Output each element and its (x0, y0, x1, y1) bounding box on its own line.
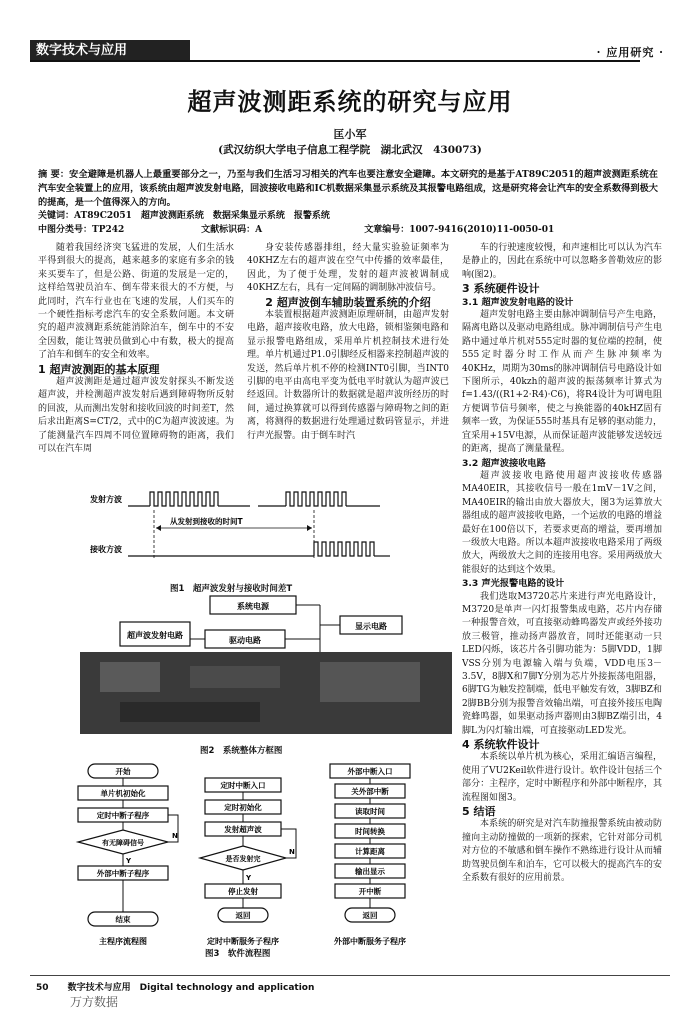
fig1-tx-pulse-burst-2 (286, 492, 346, 506)
section-4-heading: 4 系统软件设计 (462, 738, 540, 752)
fig3-main-y-label: Y (126, 857, 132, 865)
fig3-timer-send-label: 发射超声波 (224, 825, 262, 834)
fig3-timer-y-label: Y (246, 874, 252, 882)
fig3-timer-return-label: 返回 (235, 911, 251, 920)
column-1 (38, 242, 234, 457)
fig3-main-timer-label: 定时中断子程序 (96, 811, 150, 820)
fig3-main-decision-label: 有无障碍信号 (102, 839, 144, 847)
fig3-main-n-label: N (172, 832, 178, 840)
section-2-heading: 2 超声波倒车辅助装置系统的介绍 (265, 295, 431, 309)
fig3-timer-stop-label: 停止发射 (228, 887, 258, 896)
figure-1-caption: 图1 超声波发射与接收时间差T (170, 584, 293, 594)
clc-number: 中图分类号：TP242 (38, 225, 125, 235)
section-2-text: 本装置根据超声波测距原理研制，由超声发射电路，超声接收电路，放大电路，锁相鉴频电路和显示报警电路组成，采用单片机控制技术进行处理。单片机通过P1.0引脚经反相器来控制超声波的发送，然后单片机不停的检测INT0引脚，当INT0引脚的电平由高电平变为低电平时就认为超声波已经返回。计数器所计的数据就是超声波所经历的时间，通过换算就可以得到传感器与障碍物之间的距离，将测得的数据进行处理通过数码管显示，并进行声光报警。由于倒车时汽 (247, 310, 449, 441)
figure-2-block-diagram (80, 590, 452, 740)
fig3-ext-return-label: 返回 (362, 911, 378, 920)
section-3-2-heading: 3.2 超声波接收电路 (462, 457, 546, 469)
fig2-box-power-label: 系统电源 (237, 602, 269, 611)
footer-rule (30, 975, 670, 976)
column-2-continued: 身安装传感器排组，经大量实验验证频率为40KHZ左右的超声波在空气中传播的效率最佳，因此，为了便于处理，发射的超声波被调制成40KHZ左右，具有一定间隔的调制脉冲波信号。 (247, 243, 449, 294)
fig2-box-display-label: 显示电路 (355, 622, 387, 631)
fig3-main-start-label: 开始 (115, 767, 131, 776)
fig3-timer-entry-label: 定时中断入口 (220, 781, 266, 790)
fig1-rx-label: 接收方波 (90, 545, 122, 554)
fig2-box-drive-label: 驱动电路 (229, 636, 261, 645)
figure-3-flowcharts (60, 762, 460, 962)
fig3-main-flow (78, 764, 178, 946)
fig3-main-ext-label: 外部中断子程序 (96, 869, 150, 878)
fig3-main-init-label: 单片机初始化 (100, 789, 146, 798)
keywords: 关键词：AT89C2051 超声波测距系统 数据采集显示系统 报警系统 (38, 211, 330, 221)
section-5-heading: 5 结语 (462, 805, 496, 819)
doc-code: 文献标识码：A (201, 225, 263, 235)
fig3-ext-show-label: 输出显示 (355, 867, 385, 876)
affiliation: (武汉纺织大学电子信息工程学院 湖北武汉 430073) (218, 144, 482, 156)
author: 匡小军 (333, 128, 367, 141)
fig3-ext-read-label: 读取时间 (355, 807, 385, 816)
figure-2-caption: 图2 系统整体方框图 (200, 746, 283, 756)
fig3-ext-title: 外部中断服务子程序 (334, 937, 406, 946)
intro-paragraph: 随着我国经济突飞猛进的发展，人们生活水平得到很大的提高，越来越多的家庭有多余的钱来买要车了，但是公路、街道的发展是一定的，这样给驾驶员泊车、倒车带来很大的不方便，与此同时，汽车行业也在飞速的发展，人们买车的一个硬性指标考虑汽车的安全系数问题。本文研究的超声波测距系统能消除泊车，倒车中的不安全因数，能让驾驶员做到心中有数，极大的提高了泊车和倒车的安全和效率。 (38, 243, 234, 361)
column-2 (247, 242, 449, 443)
section-5-text: 本系统的研究是对汽车防撞报警系统由被动防撞向主动防撞做的一项新的探索，它针对部分司机对方位的不敏感和倒车操作不熟练进行设计从而辅助驾驶员倒车和泊车，它可以极大的提高汽车的安全系数有很好的应用前景。 (462, 819, 662, 884)
fig3-ext-close-label: 关外部中断 (351, 787, 389, 796)
section-4-text: 本系统以单片机为核心，采用汇编语言编程，使用了VU2Keil软件进行设计。软件设计包括三个部分：主程序，定时中断程序和外部中断程序，其流程图如图3。 (462, 752, 662, 803)
section-tag: 数字技术与应用 (30, 40, 190, 62)
fig2-board-component-4 (120, 702, 260, 722)
figure-3-caption: 图3 软件流程图 (205, 949, 271, 959)
figure-1-timing-diagram (90, 480, 450, 580)
fig2-board-component-2 (190, 666, 280, 688)
fig3-timer-decision-label: 是否发射完 (225, 855, 261, 863)
fig3-ext-flow (330, 764, 410, 946)
fig2-box-tx-label: 超声波发射电路 (127, 631, 183, 640)
section-1-heading: 1 超声波测距的基本原理 (38, 362, 160, 376)
section-3-1-heading: 3.1 超声波发射电路的设计 (462, 296, 574, 308)
fig3-timer-title: 定时中断服务子程序 (207, 937, 279, 946)
fig2-board-component-1 (100, 662, 160, 692)
page-number: 50 (36, 983, 49, 993)
fig3-timer-n-label: N (289, 848, 295, 856)
fig2-board-component-3 (320, 662, 420, 702)
article-title: 超声波测距系统的研究与应用 (187, 87, 513, 116)
section-3-3-text: 我们选取M3720芯片来进行声光电路设计，M3720是单声一闪灯报警集成电路，芯片内存储一种报警音效，可直接驱动蜂鸣器发声或经外接功放三极管，推动扬声器放音，同时还能驱动一只LED闪烁，该芯片各引脚功能为：5脚VDD，1脚VSS分别为电源输入端与负端，VDD电压3－3.5V，8脚X和7脚Y分别为芯片外接振荡电阻器，6脚TG为触发控制端，低电平触发有效，3脚BZ和2脚BB分别为报警音效输出端，可直接外接压电陶瓷蜂鸣器，如果驱动扬声器则由3脚BZ端引出，4脚L为闪灯输出端，可直接驱动LED发光。 (462, 591, 662, 736)
fig3-ext-convert-label: 时间转换 (355, 827, 385, 836)
fig3-timer-flow (200, 778, 296, 946)
watermark: 万方数据 (70, 995, 119, 1009)
fig3-ext-calc-label: 计算距离 (355, 847, 385, 856)
section-1-text: 超声波测距是通过超声波发射探头不断发送超声波，并检测超声波发射后遇到障碍物所反射的回波，从而测出发射和接收回波的时间差T，然后求出距离S=CT/2，式中的C为超声波波速。为了能测量汽车四周不同位置障碍物的距离，我们可以在汽车周 (38, 377, 234, 455)
column-3-continued: 车的行驶速度较慢，和声速相比可以认为汽车是静止的，因此在系统中可以忽略多普勒效应的影响(图2)。 (462, 243, 662, 280)
section-3-heading: 3 系统硬件设计 (462, 282, 540, 296)
section-3-1-text: 超声发射电路主要由脉冲调制信号产生电路，隔离电路以及驱动电路组成。脉冲调制信号产生电路中通过单片机对555定时器的复位端的控制，使555定时器分时工作从而产生脉冲频率为40KHz，周期为30ms的脉冲调制信号电路设计如下图所示，40kzh的超声波的振荡频率计算式为f=1.43/((R1+2·R4)·C6)，将R4设计为可调电阻方便调节信号频率，使之与换能器的40kHZ固有频率一致，为保证555时基具有足够的驱动能力，宜采用+15V电源，从而保证超声波能够发送较远的距离，提高了测量量程。 (462, 310, 662, 455)
fig3-ext-entry-label: 外部中断入口 (347, 767, 393, 776)
fig3-ext-open-label: 开中断 (358, 887, 382, 896)
fig3-main-end-label: 结束 (115, 915, 131, 924)
fig3-main-title: 主程序流程图 (99, 937, 147, 946)
section-3-3-heading: 3.3 声光报警电路的设计 (462, 578, 565, 590)
fig1-tx-label: 发射方波 (90, 495, 122, 504)
fig3-timer-init-label: 定时初始化 (224, 803, 262, 812)
section-3-2-text: 超声波接收电路使用超声波接收传感器MA40EIR，其接收信号一般在1mV－1V之间，MA40EIR的输出由放大器放大，图3为运算放大器组成的超声波接收电路，一个运放的电路的增益最好在100倍以下，若要求更高的增益，要再增加一级放大电路。所以本超声波接收电路采用了两级放大，两级放大之间的连接用电容。采用两级放大能很好的达到这个效果。 (462, 470, 662, 575)
article-number: 文章编号：1007-9416(2010)11-0050-01 (364, 225, 555, 235)
classification-line (38, 224, 658, 236)
column-tag: · 应用研究 · (596, 46, 664, 59)
fig1-interval-label: 从发射到接收的时间T (170, 517, 243, 526)
fig1-rx-pulse-burst (314, 542, 374, 556)
fig1-tx-pulse-burst-1 (150, 492, 218, 506)
footer (36, 980, 314, 993)
column-3 (462, 242, 662, 970)
journal-name: 数字技术与应用 Digital technology and application (67, 983, 315, 993)
abstract: 摘 要：安全避障是机器人上最重要部分之一，乃至与我们生活习习相关的汽车也要注意安全避障。本文研究的是基于AT89C2051的超声波测距系统在汽车安全装置上的应用，该系统由超声波发射电路，回波接收电路和IC机数据采集显示系统及其报警电路组成，这是研究将会让汽车的安全系数得到极大的提高，是一个值得深入的方向。 (38, 169, 658, 208)
header-rule (30, 60, 640, 62)
